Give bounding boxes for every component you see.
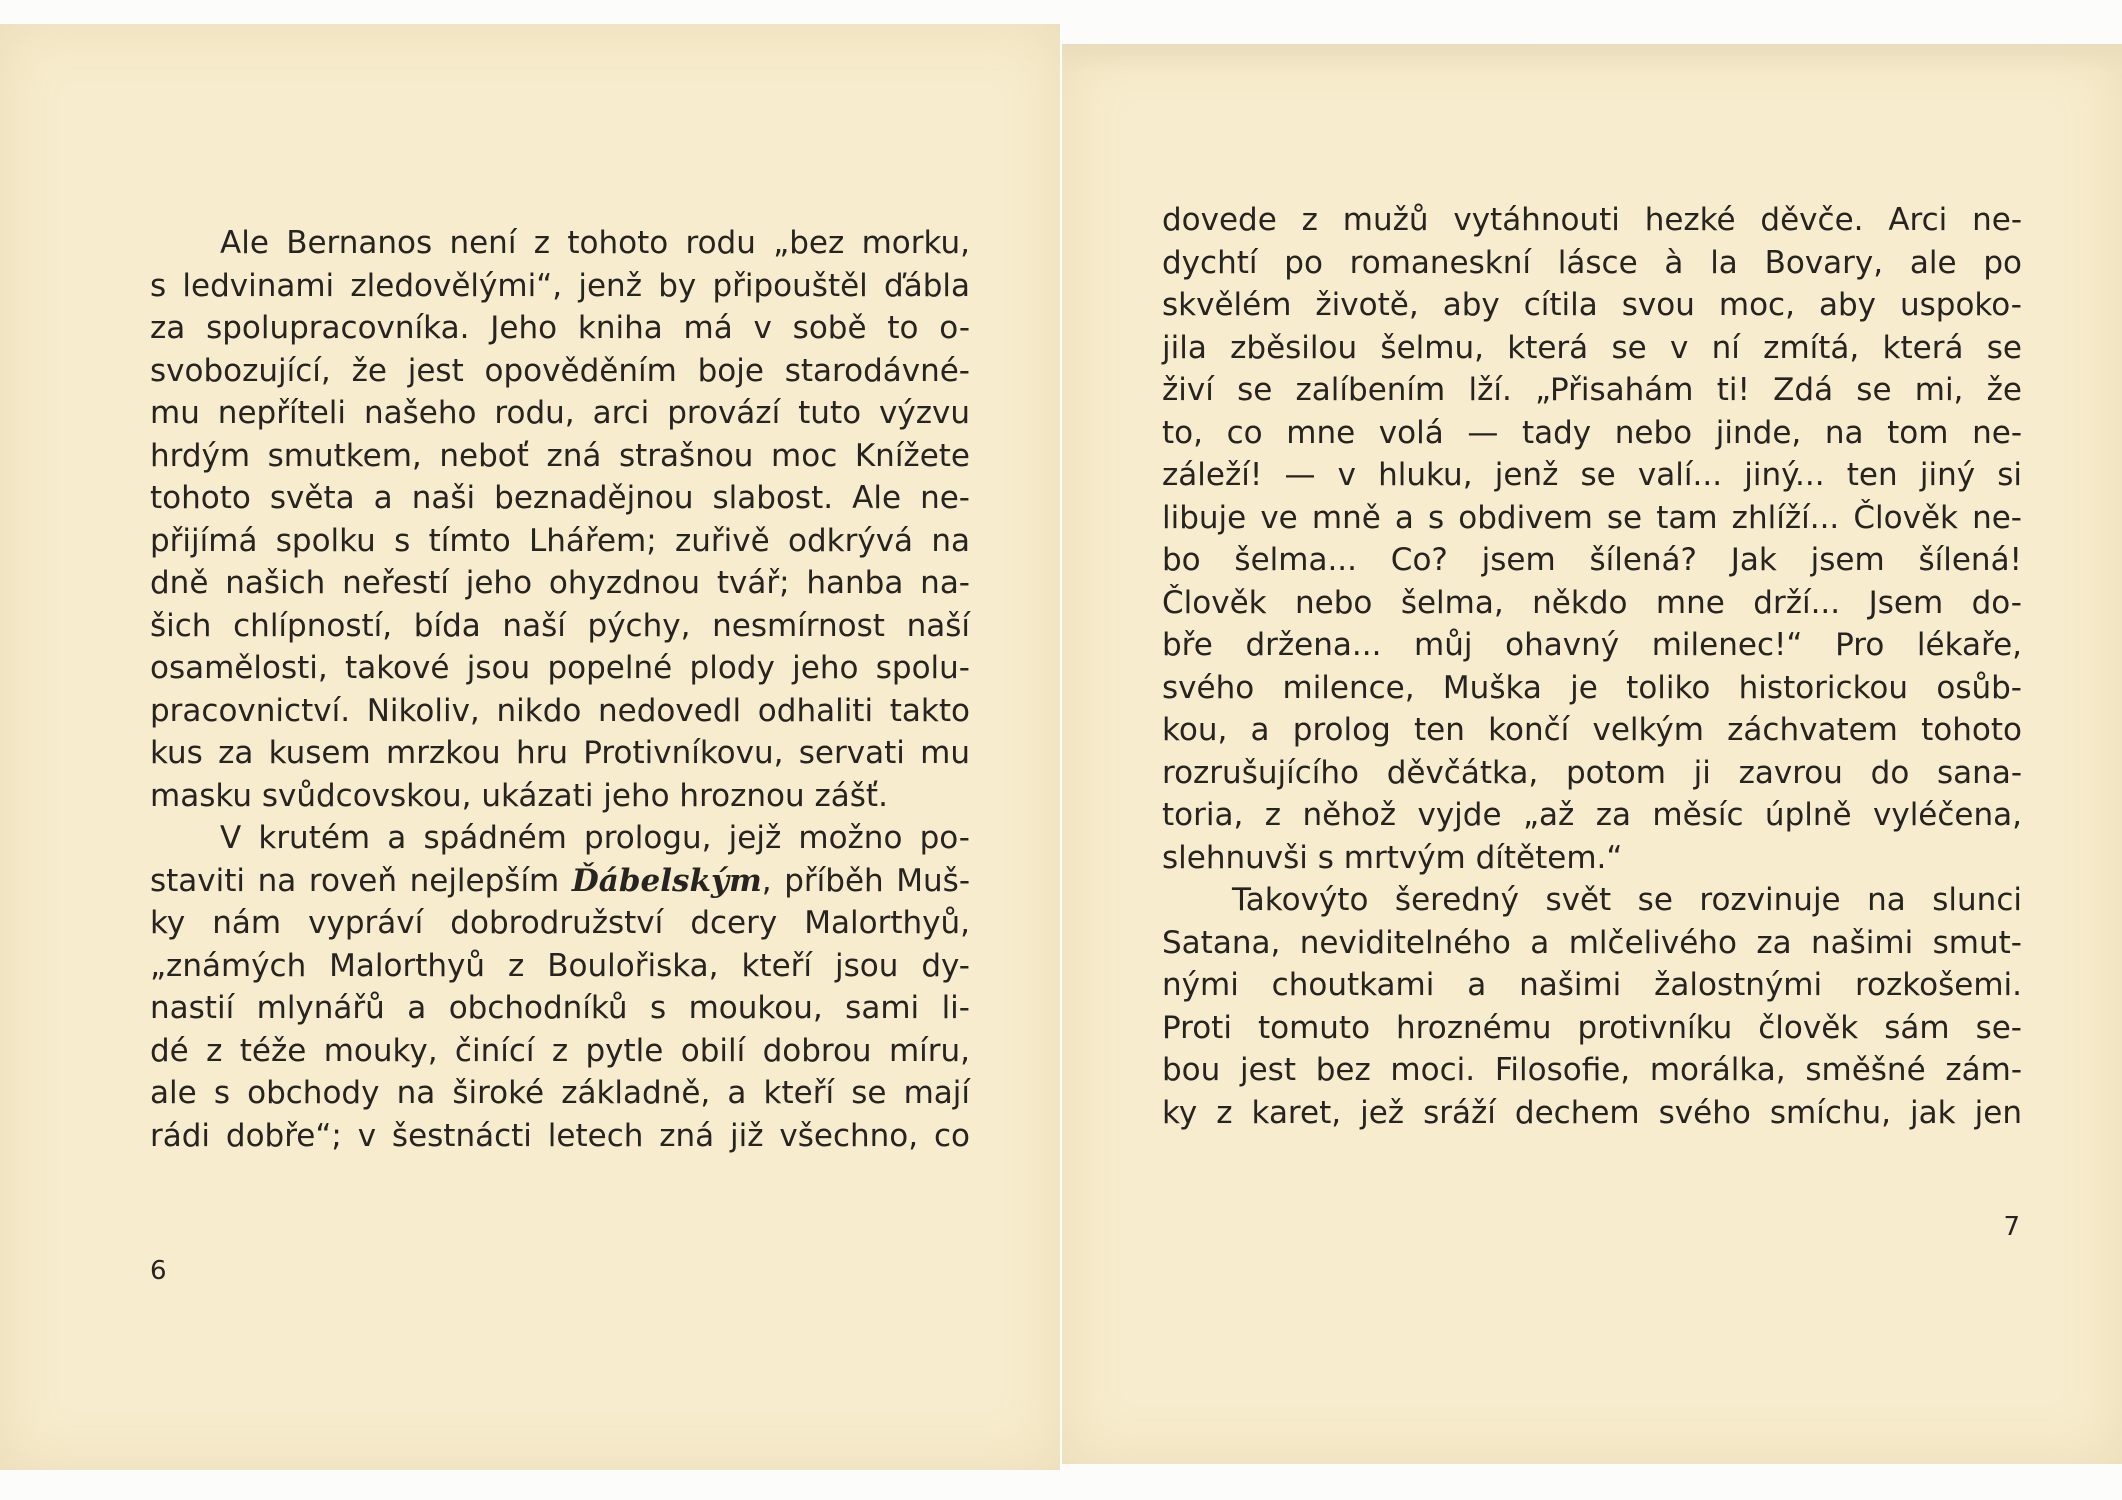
text-line: kus za kusem mrzkou hru Protivníkovu, servati mu bbox=[150, 735, 970, 771]
text-line: kou, a prolog ten končí velkým záchvatem tohoto bbox=[1162, 712, 2022, 748]
right-page-text bbox=[1162, 199, 2022, 1134]
text-segment: staviti na roveň nejlepším bbox=[150, 862, 572, 899]
text-line: V krutém a spádném prologu, jejž možno po- bbox=[220, 820, 970, 856]
text-line: toria, z něhož vyjde „až za měsíc úplně vyléčena, bbox=[1162, 797, 2022, 833]
text-line: libuje ve mně a s obdivem se tam zhlíží... Člověk ne- bbox=[1162, 499, 2022, 536]
text-line: šich chlípností, bída naší pýchy, nesmírnost naší bbox=[150, 607, 970, 644]
text-line-with-italic bbox=[150, 860, 970, 903]
text-line: ale s obchody na široké základně, a kteří se mají bbox=[150, 1075, 970, 1111]
text-line: dychtí po romaneskní lásce à la Bovary, ale po bbox=[1162, 244, 2022, 281]
text-line: rádi dobře“; v šestnácti letech zná již všechno, co bbox=[150, 1117, 970, 1154]
text-line: za spolupracovníka. Jeho kniha má v sobě to o- bbox=[150, 310, 970, 346]
text-line: pracovnictví. Nikoliv, nikdo nedovedl odhaliti takto bbox=[150, 692, 970, 729]
text-line: bře držena... můj ohavný milenec!“ Pro lékaře, bbox=[1162, 627, 2022, 663]
left-page bbox=[0, 24, 1060, 1470]
text-line: ky z karet, jež sráží dechem svého smíchu, jak jen bbox=[1162, 1094, 2022, 1131]
text-line: ky nám vypráví dobrodružství dcery Malorthyů, bbox=[150, 905, 970, 941]
text-line: živí se zalíbením lží. „Přisahám ti! Zdá se mi, že bbox=[1162, 372, 2022, 408]
text-line: s ledvinami zledovělými“, jenž by připouštěl ďábla bbox=[150, 267, 970, 304]
text-line: nastií mlynářů a obchodníků s moukou, sami li- bbox=[150, 990, 970, 1026]
text-line: svobozující, že jest opověděním boje starodávné- bbox=[150, 352, 970, 389]
text-line: hrdým smutkem, neboť zná strašnou moc Knížete bbox=[150, 437, 970, 474]
text-line: bo šelma... Co? jsem šílená? Jak jsem šílená! bbox=[1162, 542, 2022, 578]
page-number-left: 6 bbox=[150, 1256, 167, 1286]
text-line: to, co mne volá — tady nebo jinde, na tom ne- bbox=[1162, 414, 2022, 451]
text-line: slehnuvši s mrtvým dítětem.“ bbox=[1162, 839, 1623, 876]
text-line: dovede z mužů vytáhnouti hezké děvče. Arci ne- bbox=[1162, 202, 2022, 238]
text-line: nými choutkami a našimi žalostnými rozkošemi. bbox=[1162, 967, 2022, 1003]
left-page-text bbox=[150, 222, 970, 1157]
text-line: Ale Bernanos není z tohoto rodu „bez morku, bbox=[220, 225, 970, 261]
text-line: osamělosti, takové jsou popelné plody jeho spolu- bbox=[150, 650, 970, 686]
text-line: mu nepříteli našeho rodu, arci provází tuto výzvu bbox=[150, 395, 970, 431]
text-line: masku svůdcovskou, ukázati jeho hroznou zášť. bbox=[150, 777, 888, 814]
text-line: „známých Malorthyů z Boulořiska, kteří jsou dy- bbox=[150, 947, 970, 984]
right-page bbox=[1062, 44, 2122, 1464]
italic-book-title: Ďábelským bbox=[571, 862, 762, 899]
page-number-right: 7 bbox=[2003, 1212, 2020, 1242]
text-line: skvělém životě, aby cítila svou moc, aby uspoko- bbox=[1162, 287, 2022, 323]
text-line: dně našich neřestí jeho ohyzdnou tvář; hanba na- bbox=[150, 565, 970, 601]
text-line: záleží! — v hluku, jenž se valí... jiný... ten jiný si bbox=[1162, 457, 2022, 493]
text-line: dé z téže mouky, činící z pytle obilí dobrou míru, bbox=[150, 1032, 970, 1069]
text-line: bou jest bez moci. Filosofie, morálka, směšné zám- bbox=[1162, 1052, 2022, 1088]
text-segment: , příběh Muš- bbox=[761, 862, 971, 899]
text-line: tohoto světa a naši beznadějnou slabost. Ale ne- bbox=[150, 480, 970, 516]
text-line: přijímá spolku s tímto Lhářem; zuřivě odkrývá na bbox=[150, 522, 970, 559]
text-line: Satana, neviditelného a mlčelivého za našimi smut- bbox=[1162, 924, 2022, 961]
text-line: jila zběsilou šelmu, která se v ní zmítá, která se bbox=[1162, 329, 2022, 366]
text-line: Proti tomuto hroznému protivníku člověk sám se- bbox=[1162, 1009, 2022, 1046]
text-line: Takovýto šeredný svět se rozvinuje na slunci bbox=[1232, 882, 2022, 918]
text-line: svého milence, Muška je toliko historickou osůb- bbox=[1162, 669, 2022, 706]
text-line: rozrušujícího děvčátka, potom ji zavrou do sana- bbox=[1162, 754, 2022, 791]
text-line: Člověk nebo šelma, někdo mne drží... Jsem do- bbox=[1162, 584, 2022, 621]
